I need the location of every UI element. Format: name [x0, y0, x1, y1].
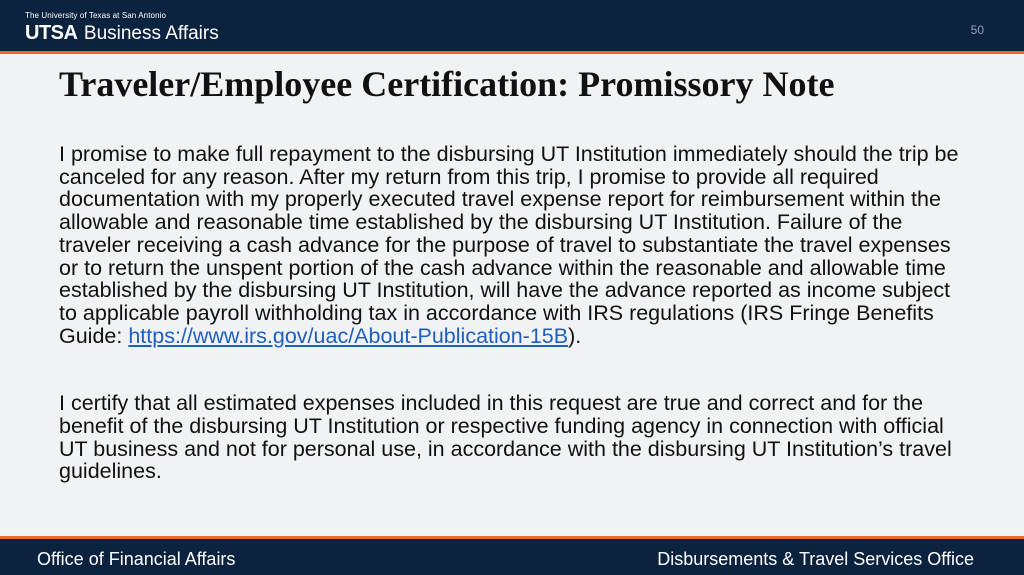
slide-body	[59, 143, 974, 483]
logo-wordmark	[25, 22, 219, 46]
footer-office-name: Office of Financial Affairs	[37, 549, 236, 569]
footer-bar	[0, 536, 1024, 575]
utsa-logo	[25, 11, 219, 46]
logo-department: Business Affairs	[83, 23, 219, 44]
promissory-paragraph	[59, 143, 974, 347]
promissory-text-end: ).	[568, 323, 582, 348]
certification-paragraph: I certify that all estimated expenses included in this request are true and correct and for the benefit of the disbursing UT Institution or respective funding agency in connection with official UT business and not for personal use, in accordance with the disbursing UT Institution’s travel guidelines.	[59, 391, 952, 484]
logo-university-name: The University of Texas at San Antonio	[25, 11, 167, 20]
slide-title: Traveler/Employee Certification: Promissory Note	[59, 64, 835, 104]
logo-mark: UTSA	[25, 22, 78, 44]
footer-department-name: Disbursements & Travel Services Office	[657, 549, 974, 569]
page-number: 50	[970, 23, 984, 37]
promissory-text: I promise to make full repayment to the disbursing UT Institution immediately should the trip be canceled for any reason. After my return from this trip, I promise to provide all required documentation with my properly executed travel expense report for reimbursement within the allowable and reasonable time established by the disbursing UT Institution. Failure of the traveler receiving a cash advance for the purpose of travel to substantiate the travel expenses or to return the unspent portion of the cash advance within the reasonable and allowable time established by the disbursing UT Institution, will have the advance reported as income subject to applicable payroll withholding tax in accordance with IRS regulations (IRS Fringe Benefits Guide:	[59, 142, 959, 348]
irs-publication-link[interactable]: https://www.irs.gov/uac/About-Publication-15B	[128, 323, 569, 348]
header-bar	[0, 0, 1024, 54]
